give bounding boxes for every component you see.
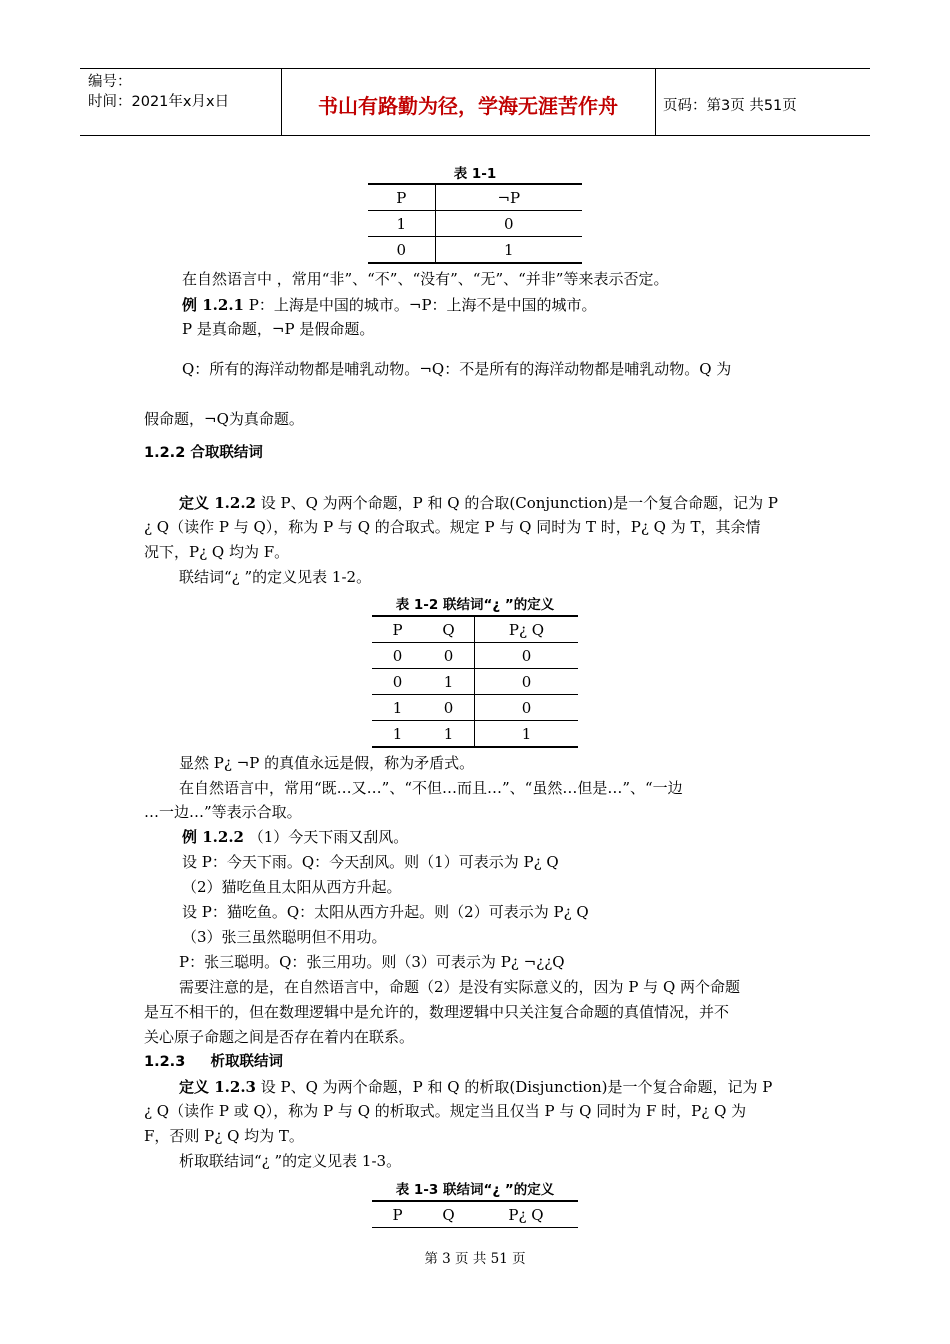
table-cell: 1 (368, 211, 435, 237)
table-1-2-caption: 表 1-2 联结词“¿ ”的定义 (395, 597, 555, 613)
conjunction-natural-language-1: 在自然语言中，常用“既…又…”、“不但…而且…”、“虽然…但是…”、“一边 (179, 779, 683, 797)
table-cell: 0 (423, 643, 475, 669)
example-label: 例 1.2.2 (182, 828, 244, 846)
table-header-cell: P (368, 184, 435, 211)
table-cell: 1 (504, 240, 514, 259)
table-row (372, 643, 578, 669)
definition-1-2-3-line3: F，否则 P¿ Q 均为 T。 (144, 1127, 304, 1145)
example-item-3: （3）张三虽然聪明但不用功。 (182, 928, 387, 946)
table-1-3-caption: 表 1-3 联结词“¿ ”的定义 (395, 1182, 555, 1198)
table-header-cell: Q (442, 1205, 455, 1224)
table-row (372, 695, 578, 721)
table-1-2-reference: 联结词“¿ ”的定义见表 1-2。 (179, 568, 372, 586)
example-not-q: ：不是所有的海洋动物都是哺乳动物。Q 为 (444, 360, 732, 378)
definition-1-2-3-line2: ¿ Q（读作 P 或 Q），称为 P 与 Q 的析取式。规定当且仅当 P 与 Q 同时为 F 时，P¿ Q 为 (144, 1102, 747, 1120)
table-row (372, 1201, 578, 1228)
definition-1-2-2-line3: 况下，P¿ Q 均为 F。 (144, 543, 290, 561)
header-page-code: 页码：第3页 共51页 (663, 98, 797, 114)
table-cell: 1 (392, 724, 403, 743)
table-header-cell: Q (423, 616, 475, 643)
note-line-3: 关心原子命题之间是否存在着内在联系。 (144, 1028, 415, 1046)
truth-text: 假命题， (144, 410, 205, 428)
example-1-2-2 (182, 827, 408, 847)
table-header-cell: ¬P (497, 188, 521, 207)
definition-1-2-3-line1 (179, 1077, 772, 1097)
table-cell: 0 (504, 214, 514, 233)
header-info (88, 72, 229, 112)
table-cell: 0 (521, 698, 532, 717)
header-number-label: 编号： (88, 74, 132, 90)
table-1-3-reference: 析取联结词“¿ ”的定义见表 1-3。 (179, 1152, 402, 1170)
table-row (368, 211, 582, 237)
header-time-label: 时间：2021年x月x日 (88, 94, 230, 110)
example-label: 例 1.2.1 (182, 296, 244, 314)
example-not-p: ：上海不是中国的城市。 (431, 296, 597, 314)
table-1-1 (368, 183, 582, 264)
table-cell: 0 (521, 672, 532, 691)
table-1-1-caption: 表 1-1 (453, 166, 497, 182)
definition-1-2-2-line2: ¿ Q（读作 P 与 Q），称为 P 与 Q 的合取式。规定 P 与 Q 同时为 T 时，P¿ Q 为 T，其余情 (144, 518, 761, 536)
table-header-cell: P (392, 620, 403, 639)
definition-1-2-2-line1 (179, 493, 778, 513)
table-row (372, 669, 578, 695)
header-top-rule (80, 68, 870, 69)
definition-text: 设 P、Q 为两个命题，P 和 Q 的析取(Disjunction)是一个复合命题，记为 P (255, 1078, 773, 1096)
truth-text: P 是真命题， (182, 320, 272, 338)
conjunction-natural-language-2: …一边…”等表示合取。 (144, 803, 302, 821)
example-p: P：上海是中国的城市。 (248, 296, 409, 314)
table-cell: 1 (392, 698, 403, 717)
table-cell: 1 (521, 724, 532, 743)
header-motto: 书山有路勤为径，学海无涯苦作舟 (318, 94, 618, 118)
table-cell: 1 (423, 721, 475, 748)
table-header-cell: P¿ Q (508, 620, 545, 639)
example-item: （1）今天下雨又刮风。 (248, 828, 409, 846)
example-q-truth-line (144, 409, 304, 429)
table-header-cell: P¿ Q (508, 1205, 544, 1224)
not-q-symbol: ¬Q (204, 410, 229, 428)
section-title-1-2-2: 1.2.2 合取联结词 (144, 445, 263, 461)
table-row (368, 237, 582, 264)
table-cell: 0 (521, 646, 532, 665)
example-item-2: （2）猫吃鱼且太阳从西方升起。 (182, 878, 402, 896)
negation-natural-language: 在自然语言中 ，常用“非”、“不”、“没有”、“无”、“并非”等来表示否定。 (182, 270, 669, 288)
table-cell: 0 (392, 646, 403, 665)
header-divider-right (655, 68, 656, 136)
section-title-1-2-3: 1.2.3 析取联结词 (144, 1054, 284, 1070)
not-q-symbol: ¬Q (419, 360, 445, 378)
note-line-1: 需要注意的是，在自然语言中，命题（2）是没有实际意义的，因为 P 与 Q 两个命题 (179, 978, 741, 996)
example-item-3-setup: P：张三聪明。Q：张三用功。则（3）可表示为 P¿ ¬¿¿Q (179, 953, 565, 971)
table-row (372, 616, 578, 643)
table-1-2 (372, 615, 578, 748)
header-bottom-rule (80, 135, 870, 136)
table-row (368, 184, 582, 211)
contradiction-note: 显然 P¿ ¬P 的真值永远是假，称为矛盾式。 (179, 754, 475, 772)
truth-text: 是假命题。 (294, 320, 375, 338)
table-cell: 0 (368, 237, 435, 264)
example-q-line (182, 359, 731, 379)
table-row (372, 721, 578, 748)
example-item-2-setup: 设 P：猫吃鱼。Q：太阳从西方升起。则（2）可表示为 P¿ Q (182, 903, 589, 921)
table-cell: 1 (423, 669, 475, 695)
table-header-cell: P (392, 1205, 403, 1224)
example-truth-line (182, 319, 374, 339)
definition-label: 定义 1.2.3 (179, 1078, 256, 1096)
example-q: Q：所有的海洋动物都是哺乳动物。 (182, 360, 420, 378)
table-cell: 0 (423, 695, 475, 721)
page-footer: 第 3 页 共 51 页 (424, 1251, 526, 1267)
definition-label: 定义 1.2.2 (179, 494, 256, 512)
definition-text: 设 P、Q 为两个命题，P 和 Q 的合取(Conjunction)是一个复合命题，记为 P (255, 494, 778, 512)
table-cell: 0 (392, 672, 403, 691)
example-1-2-1 (182, 295, 597, 315)
not-p-symbol: ¬P (408, 296, 432, 314)
truth-text: 为真命题。 (228, 410, 304, 428)
table-1-3 (372, 1200, 578, 1228)
note-line-2: 是互不相干的，但在数理逻辑中是允许的，数理逻辑中只关注复合命题的真值情况，并不 (144, 1003, 730, 1021)
not-p-symbol: ¬P (271, 320, 295, 338)
example-item-1-setup: 设 P：今天下雨。Q：今天刮风。则（1）可表示为 P¿ Q (182, 853, 559, 871)
